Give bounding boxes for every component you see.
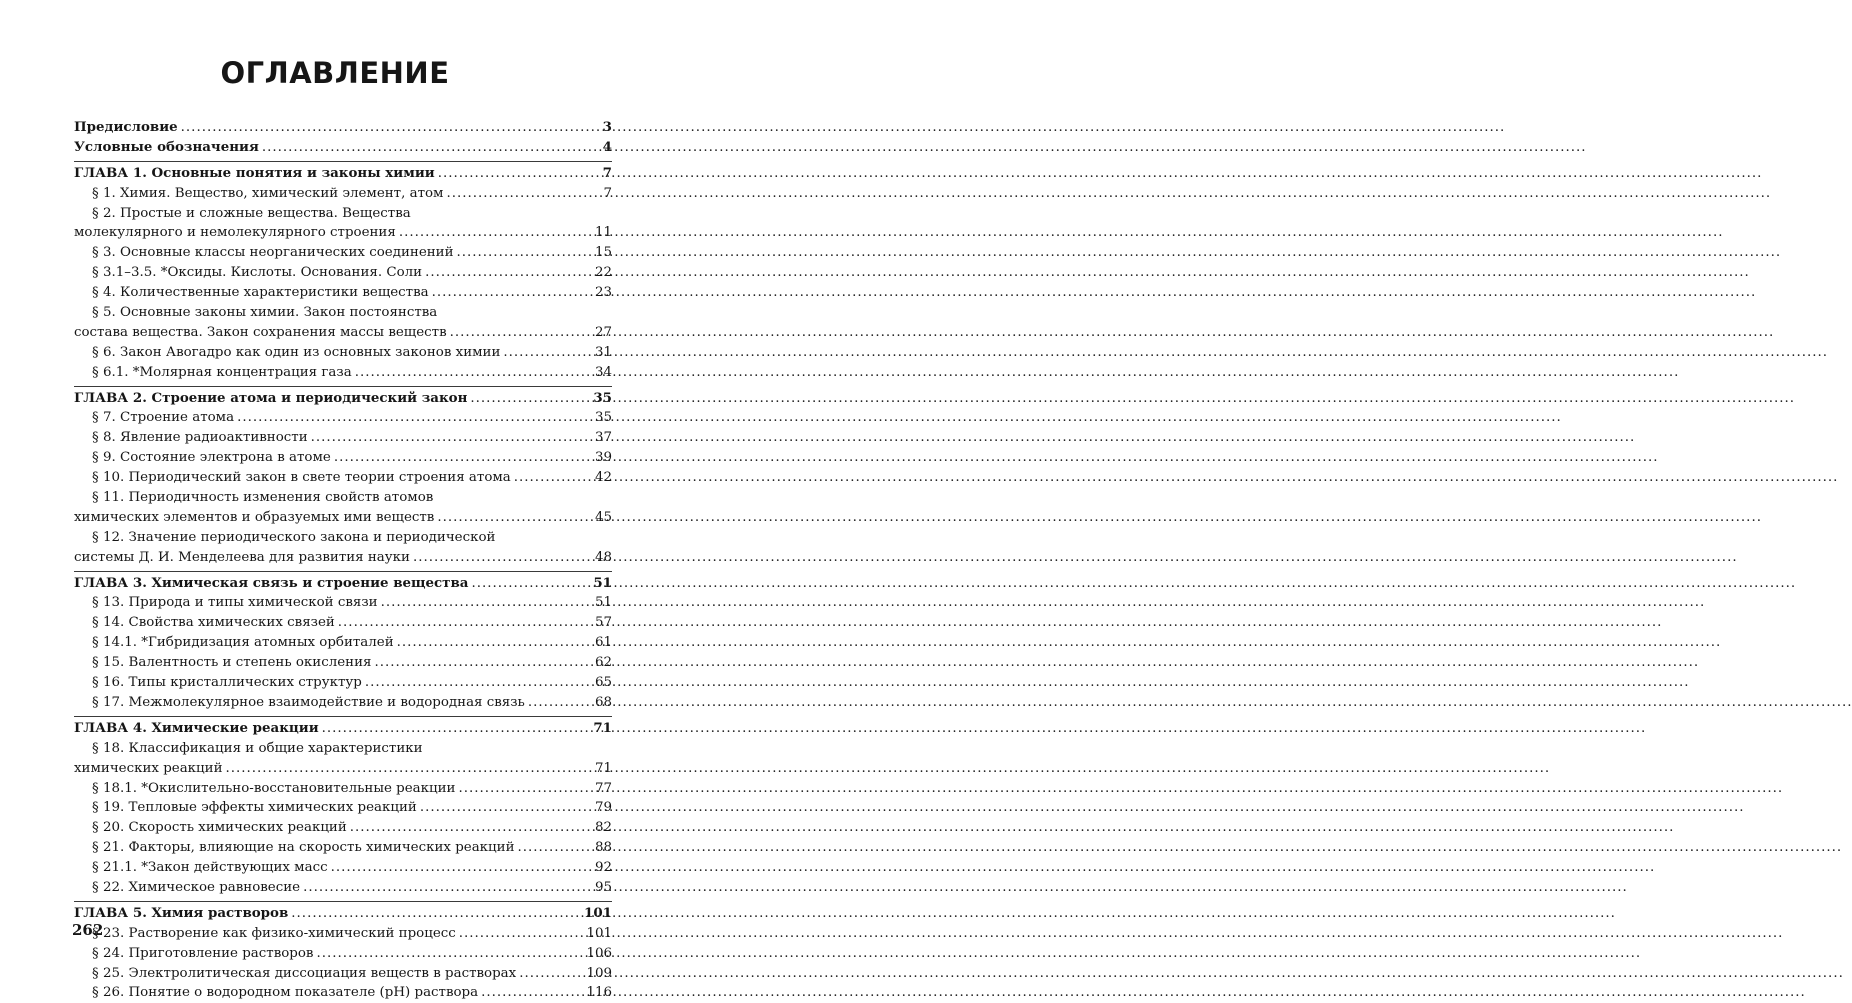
toc-entry-title: § 18.1. *Окислительно-восстановительные реакции (92, 780, 456, 796)
toc-section-entry (74, 798, 612, 818)
toc-page-number: 106 (586, 945, 612, 961)
toc-entry-title: ГЛАВА 1. Основные понятия и законы химии (74, 164, 435, 181)
dot-leader (458, 779, 591, 792)
dot-leader (338, 613, 592, 626)
toc-entry-title: § 5. Основные законы химии. Закон постоянства (92, 305, 438, 321)
dot-leader (471, 574, 590, 587)
toc-entry-title: § 23. Растворение как физико-химический процесс (92, 925, 456, 941)
toc-page-number: 101 (586, 925, 612, 941)
toc-entry-title: § 3.1–3.5. *Оксиды. Кислоты. Основания. Соли (92, 265, 423, 281)
toc-entry-title: § 6. Закон Авогадро как один из основных законов химии (92, 344, 501, 360)
dot-leader (437, 508, 592, 521)
toc-entry-title: § 11. Периодичность изменения свойств атомов (92, 490, 434, 506)
toc-page-number: 3 (602, 119, 612, 135)
toc-chapter-entry (74, 904, 612, 924)
dot-leader (291, 904, 581, 917)
toc-entry-title: § 3. Основные классы неорганических соединений (92, 245, 454, 261)
toc-page-number: 77 (594, 780, 612, 796)
chapter-separator (74, 386, 612, 387)
toc-page-number: 37 (594, 430, 612, 446)
toc-entry-title: § 25. Электролитическая диссоциация веществ в растворах (92, 965, 517, 981)
toc-entry-title: § 15. Валентность и степень окисления (92, 655, 372, 671)
dot-leader (432, 283, 592, 296)
dot-leader (528, 693, 592, 706)
dot-leader (518, 838, 592, 851)
toc-page-number: 62 (594, 655, 612, 671)
toc-entry-title: ГЛАВА 2. Строение атома и периодический закон (74, 389, 468, 406)
dot-leader (334, 448, 592, 461)
dot-leader (425, 263, 592, 276)
toc-page-number: 68 (594, 694, 612, 710)
toc-entry-title: § 24. Приготовление растворов (92, 945, 314, 961)
toc-page-number: 11 (594, 225, 612, 241)
dot-leader (226, 759, 592, 772)
toc-page-number: 22 (594, 265, 612, 281)
toc-section-entry (74, 283, 612, 303)
toc-page-number: 92 (594, 860, 612, 876)
toc-chapter-entry (74, 574, 612, 594)
toc-page-number: 27 (594, 324, 612, 340)
toc-section-entry (74, 653, 612, 673)
dot-leader (322, 719, 591, 732)
toc-entry-title: § 2. Простые и сложные вещества. Вещества (92, 205, 411, 221)
dot-leader (457, 243, 592, 256)
toc-entry-title: § 13. Природа и типы химической связи (92, 595, 378, 611)
toc-entry-title: § 18. Классификация и общие характеристики (92, 740, 423, 756)
dot-leader (331, 858, 592, 871)
toc-page-number: 61 (594, 635, 612, 651)
toc-page-number: 4 (602, 138, 612, 155)
toc-section-entry (74, 593, 612, 613)
toc-page-number: 79 (594, 800, 612, 816)
toc-section-entry (74, 363, 612, 383)
toc-entry-title: § 6.1. *Молярная концентрация газа (92, 364, 352, 380)
toc-entry-title: состава вещества. Закон сохранения массы веществ (74, 324, 447, 340)
page-title: ОГЛАВЛЕНИЕ (220, 56, 450, 90)
toc-section-entry (74, 448, 612, 468)
toc-entry-title: § 21.1. *Закон действующих масс (92, 860, 328, 876)
dot-leader (355, 363, 592, 376)
toc-page-number: 101 (584, 904, 612, 921)
dot-leader (181, 118, 600, 131)
toc-chapter-entry (74, 164, 612, 184)
dot-leader (397, 633, 592, 646)
toc-section-entry (74, 343, 612, 363)
dot-leader (514, 468, 592, 481)
toc-entry-title: § 20. Скорость химических реакций (92, 820, 347, 836)
toc-entry-title: ГЛАВА 3. Химическая связь и строение вещества (74, 574, 469, 591)
dot-leader (311, 428, 592, 441)
toc-section-entry (74, 528, 612, 548)
dot-leader (350, 818, 592, 831)
toc-section-entry (74, 303, 612, 323)
toc-entry-title: § 17. Межмолекулярное взаимодействие и водородная связь (92, 694, 525, 710)
toc-page-number: 51 (594, 595, 612, 611)
toc-page-number: 39 (594, 450, 612, 466)
dot-leader (303, 878, 592, 891)
toc-entry-title: § 12. Значение периодического закона и периодической (92, 529, 496, 545)
toc-entry-title: § 16. Типы кристаллических структур (92, 675, 362, 691)
toc-page-number: 35 (593, 389, 612, 406)
toc-section-entry (74, 858, 612, 878)
toc-page-number: 82 (594, 820, 612, 836)
toc-section-entry (74, 673, 612, 693)
toc-page-number: 23 (594, 285, 612, 301)
dot-leader (420, 798, 592, 811)
dot-leader (374, 653, 592, 666)
table-of-contents (74, 118, 612, 1003)
page-number: 262 (72, 921, 104, 939)
toc-entry-title: ГЛАВА 4. Химические реакции (74, 719, 319, 736)
toc-entry-title: § 14.1. *Гибридизация атомных орбиталей (92, 635, 394, 651)
dot-leader (438, 164, 600, 177)
toc-section-entry (74, 633, 612, 653)
toc-entry-continuation (74, 223, 612, 243)
toc-page-number: 57 (594, 615, 612, 631)
toc-entry-title: § 10. Периодический закон в свете теории строения атома (92, 470, 511, 486)
dot-leader (262, 138, 600, 151)
dot-leader (519, 964, 583, 977)
toc-section-entry (74, 408, 612, 428)
toc-section-entry (74, 488, 612, 508)
toc-entry-title: ГЛАВА 5. Химия растворов (74, 904, 289, 921)
toc-entry-title: молекулярного и немолекулярного строения (74, 225, 396, 241)
toc-section-entry (74, 838, 612, 858)
toc-front-entry (74, 138, 612, 158)
toc-page-number: 15 (594, 245, 612, 261)
dot-leader (399, 223, 592, 236)
toc-entry-continuation (74, 508, 612, 528)
chapter-separator (74, 716, 612, 717)
toc-entry-title: химических реакций (74, 760, 223, 776)
toc-section-entry (74, 964, 612, 984)
toc-entry-title: § 21. Факторы, влияющие на скорость химических реакций (92, 840, 515, 856)
toc-entry-title: § 22. Химическое равновесие (92, 879, 301, 895)
toc-section-entry (74, 204, 612, 224)
toc-section-entry (74, 263, 612, 283)
toc-page-number: 71 (593, 719, 612, 736)
toc-entry-title: § 4. Количественные характеристики вещества (92, 285, 429, 301)
toc-entry-title: системы Д. И. Менделеева для развития науки (74, 549, 410, 565)
toc-page-number: 95 (594, 879, 612, 895)
toc-section-entry (74, 693, 612, 713)
toc-page-number: 7 (603, 185, 612, 201)
chapter-separator (74, 571, 612, 572)
toc-entry-title: § 14. Свойства химических связей (92, 615, 335, 631)
toc-entry-title: § 7. Строение атома (92, 410, 235, 426)
toc-section-entry (74, 613, 612, 633)
dot-leader (503, 343, 592, 356)
toc-page-number: 71 (594, 760, 612, 776)
toc-entry-continuation (74, 548, 612, 568)
toc-page-number: 31 (594, 344, 612, 360)
toc-entry-continuation (74, 759, 612, 779)
dot-leader (446, 184, 600, 197)
toc-entry-continuation (74, 323, 612, 343)
dot-leader (316, 944, 583, 957)
toc-section-entry (74, 944, 612, 964)
toc-entry-title: химических элементов и образуемых ими веществ (74, 509, 435, 525)
chapter-separator (74, 901, 612, 902)
toc-page-number: 88 (594, 840, 612, 856)
toc-page-number: 48 (594, 549, 612, 565)
toc-front-entry (74, 118, 612, 138)
toc-entry-title: § 19. Тепловые эффекты химических реакций (92, 800, 417, 816)
dot-leader (237, 408, 592, 421)
toc-page-number: 65 (594, 675, 612, 691)
dot-leader (365, 673, 592, 686)
toc-entry-title: Условные обозначения (74, 138, 259, 155)
toc-page-number: 109 (586, 965, 612, 981)
dot-leader (470, 389, 590, 402)
toc-page-number: 34 (594, 364, 612, 380)
toc-entry-title: § 9. Состояние электрона в атоме (92, 450, 331, 466)
toc-section-entry (74, 428, 612, 448)
toc-section-entry (74, 818, 612, 838)
toc-entry-title: § 26. Понятие о водородном показателе (pH) раствора (92, 985, 479, 1001)
toc-section-entry (74, 739, 612, 759)
toc-entry-title: Предисловие (74, 119, 178, 135)
toc-page-number: 45 (594, 509, 612, 525)
toc-section-entry (74, 983, 612, 1003)
chapter-separator (74, 161, 612, 162)
toc-section-entry (74, 878, 612, 898)
dot-leader (381, 593, 592, 606)
dot-leader (459, 924, 584, 937)
toc-page-number: 51 (593, 574, 612, 591)
toc-page-number: 35 (594, 410, 612, 426)
toc-entry-title: § 1. Химия. Вещество, химический элемент, атом (92, 185, 444, 201)
toc-section-entry (74, 243, 612, 263)
dot-leader (413, 548, 592, 561)
toc-section-entry (74, 184, 612, 204)
toc-page-number: 42 (594, 470, 612, 486)
toc-entry-title: § 8. Явление радиоактивности (92, 430, 308, 446)
toc-page-number: 7 (602, 164, 612, 181)
toc-chapter-entry (74, 389, 612, 409)
toc-section-entry (74, 468, 612, 488)
toc-chapter-entry (74, 719, 612, 739)
toc-section-entry (74, 779, 612, 799)
toc-page-number: 116 (586, 985, 612, 1001)
toc-section-entry (74, 924, 612, 944)
dot-leader (481, 983, 583, 996)
dot-leader (450, 323, 592, 336)
